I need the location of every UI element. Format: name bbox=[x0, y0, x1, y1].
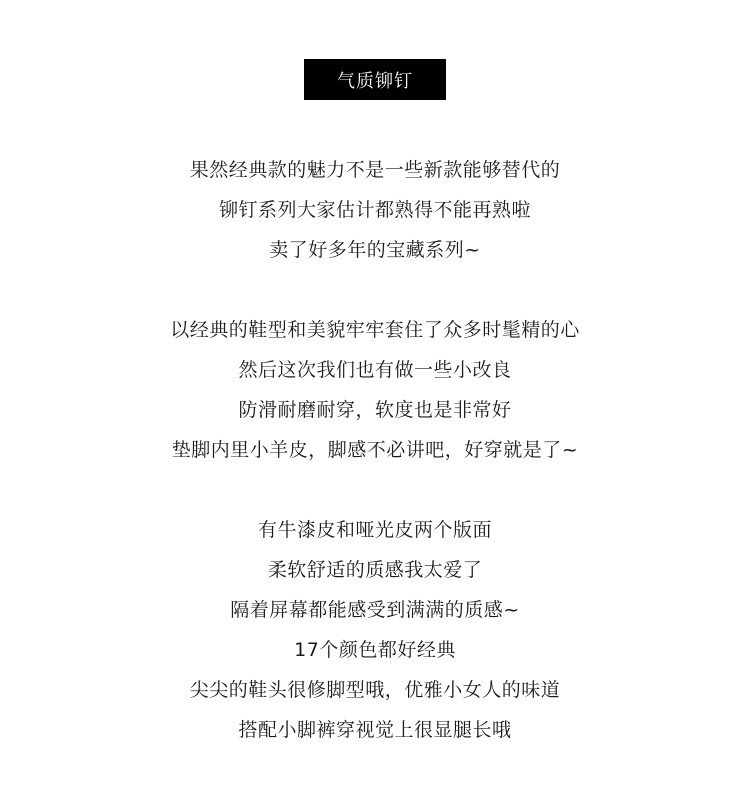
text-line: 卖了好多年的宝藏系列~ bbox=[269, 239, 481, 261]
text-line: 隔着屏幕都能感受到满满的质感~ bbox=[230, 599, 520, 621]
text-line: 垫脚内里小羊皮，脚感不必讲吧，好穿就是了~ bbox=[171, 439, 579, 461]
text-line: 有牛漆皮和哑光皮两个版面 bbox=[257, 519, 492, 541]
text-line: 铆钉系列大家估计都熟得不能再熟啦 bbox=[218, 199, 531, 221]
text-line: 果然经典款的魅力不是一些新款能够替代的 bbox=[189, 159, 561, 181]
text-line: 尖尖的鞋头很修脚型哦，优雅小女人的味道 bbox=[189, 679, 561, 701]
text-line: 然后这次我们也有做一些小改良 bbox=[238, 359, 512, 381]
text-line: 柔软舒适的质感我太爱了 bbox=[267, 559, 483, 581]
text-line: 搭配小脚裤穿视觉上很显腿长哦 bbox=[238, 719, 512, 741]
section-title: 气质铆钉 bbox=[337, 70, 413, 92]
text-line: 防滑耐磨耐穿，软度也是非常好 bbox=[238, 399, 512, 421]
text-line: 17个颜色都好经典 bbox=[294, 639, 456, 661]
section-title-badge bbox=[304, 59, 446, 100]
text-line: 以经典的鞋型和美貌牢牢套住了众多时髦精的心 bbox=[170, 319, 580, 341]
